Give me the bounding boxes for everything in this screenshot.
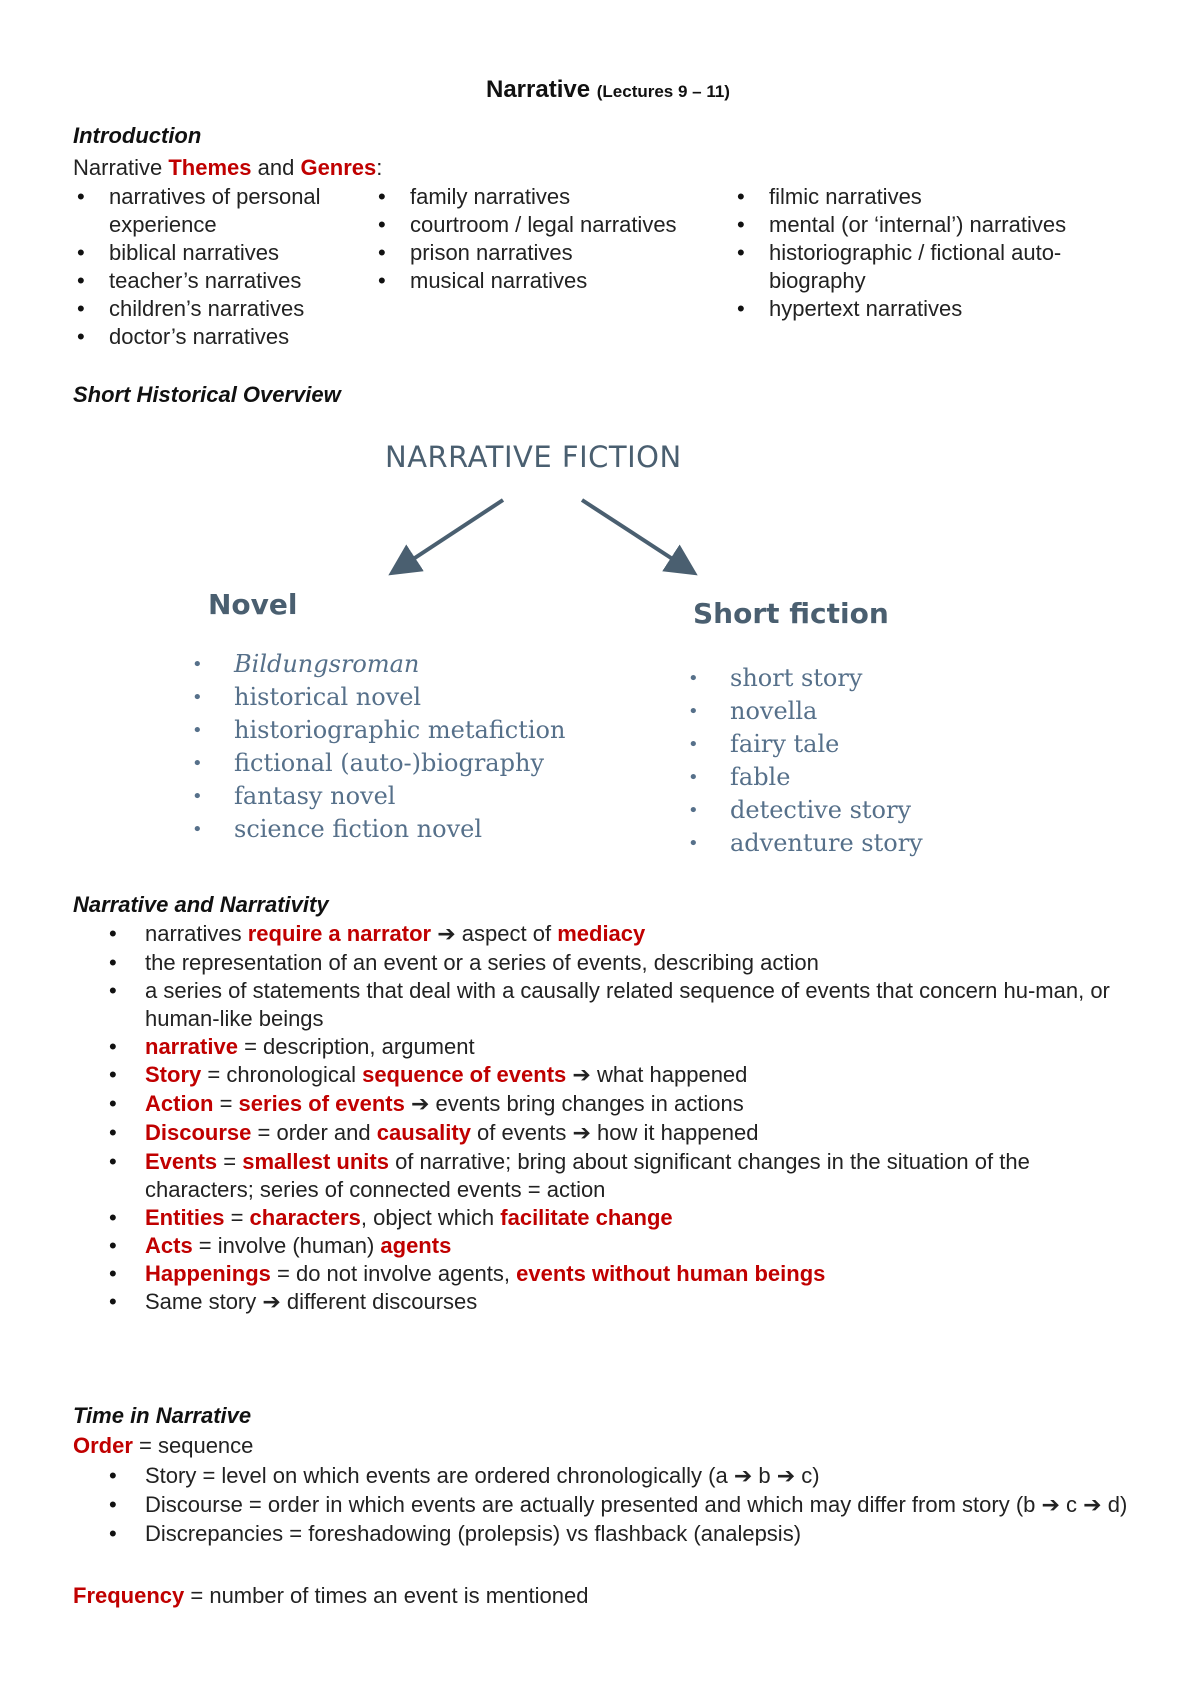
- list-item: • fairy tale: [686, 728, 923, 761]
- item-text: d): [1101, 1492, 1128, 1517]
- arrow-icon: ➔: [1083, 1493, 1102, 1518]
- order-line: [73, 1432, 253, 1460]
- list-item: [73, 1033, 1143, 1061]
- item-text: = description, argument: [237, 1034, 475, 1059]
- diagram-arrows: [110, 440, 960, 600]
- narrativity-heading: Narrative and Narrativity: [73, 892, 329, 917]
- item-text: = involve (human): [192, 1233, 381, 1258]
- list-item: • courtroom / legal narratives: [374, 211, 764, 239]
- item-text: Story = level on which events are ordered chronologically (a: [145, 1463, 734, 1488]
- list-item: • historical novel: [190, 681, 565, 714]
- item-text: = order and: [251, 1120, 377, 1145]
- list-item: • biblical narratives: [73, 239, 353, 267]
- themes-line-prefix: Narrative: [73, 155, 169, 180]
- item-keyword: series of events: [238, 1091, 405, 1116]
- list-item: [73, 1119, 1143, 1148]
- item-keyword: causality: [376, 1120, 471, 1145]
- genres-list-col3: [733, 183, 1133, 323]
- arrow-icon: ➔: [572, 1063, 591, 1088]
- item-keyword: mediacy: [557, 921, 646, 946]
- item-text: = do not involve agents,: [270, 1261, 517, 1286]
- arrow-to-short-fiction: [582, 500, 691, 571]
- short-fiction-list: [686, 662, 923, 860]
- title-main: Narrative: [486, 76, 591, 103]
- narrative-fiction-diagram: [110, 440, 960, 870]
- novel-heading: Novel: [208, 588, 298, 621]
- list-item: [73, 1232, 1143, 1260]
- arrow-to-novel: [395, 500, 503, 571]
- list-item: • the representation of an event or a series of events, describing action: [73, 949, 1143, 977]
- list-item: [73, 920, 1143, 949]
- item-text: = chronological: [201, 1062, 363, 1087]
- historical-overview-heading: Short Historical Overview: [73, 382, 341, 407]
- list-item: • adventure story: [686, 827, 923, 860]
- list-item: • fictional (auto-)biography: [190, 747, 565, 780]
- list-item: [73, 1061, 1143, 1090]
- arrow-icon: ➔: [733, 1464, 753, 1489]
- item-text: what happened: [590, 1062, 748, 1087]
- order-text: = sequence: [132, 1433, 254, 1458]
- item-text: different discourses: [280, 1289, 478, 1314]
- list-item: • fantasy novel: [190, 780, 565, 813]
- item-text: c: [1059, 1492, 1084, 1517]
- arrow-icon: ➔: [437, 922, 456, 947]
- item-text: of narrative; bring about significant changes in the situation of the characters; series of connected events = action: [145, 1149, 1030, 1202]
- item-keyword: Acts: [145, 1233, 193, 1258]
- arrow-icon: ➔: [262, 1290, 281, 1315]
- item-keyword: Story: [145, 1062, 202, 1087]
- themes-keyword: Themes: [168, 155, 252, 180]
- time-list: [73, 1462, 1143, 1548]
- list-item: • prison narratives: [374, 239, 764, 267]
- arrow-icon: ➔: [410, 1092, 430, 1117]
- item-keyword: Events: [145, 1149, 218, 1174]
- item-keyword: narrative: [145, 1034, 238, 1059]
- item-text: c): [795, 1463, 820, 1488]
- list-item: [73, 1462, 1143, 1491]
- item-keyword: characters: [249, 1205, 361, 1230]
- item-keyword: require a narrator: [247, 921, 432, 946]
- colon-text: :: [376, 155, 383, 180]
- item-text: Discourse = order in which events are actually presented and which may differ from story (b: [145, 1492, 1042, 1517]
- item-keyword: Happenings: [145, 1261, 271, 1286]
- frequency-keyword: Frequency: [73, 1583, 185, 1608]
- diagram-title: NARRATIVE FICTION: [385, 440, 682, 474]
- item-keyword: Entities: [145, 1205, 225, 1230]
- arrow-icon: ➔: [1041, 1493, 1060, 1518]
- arrow-icon: ➔: [572, 1121, 591, 1146]
- item-text: how it happened: [590, 1120, 759, 1145]
- themes-genres-line: [73, 154, 382, 182]
- introduction-heading: Introduction: [73, 123, 202, 148]
- item-keyword: agents: [380, 1233, 452, 1258]
- list-item: • children’s narratives: [73, 295, 353, 323]
- genres-keyword: Genres: [300, 155, 377, 180]
- list-item: • novella: [686, 695, 923, 728]
- list-item: • musical narratives: [374, 267, 764, 295]
- list-item: [73, 1204, 1143, 1232]
- item-text: b: [752, 1463, 777, 1488]
- list-item: • filmic narratives: [733, 183, 1133, 211]
- arrow-icon: ➔: [776, 1464, 796, 1489]
- item-text: , object which: [360, 1205, 501, 1230]
- title-subtitle: (Lectures 9 – 11): [596, 82, 730, 101]
- item-text: =: [213, 1091, 239, 1116]
- genres-list-col2: [374, 183, 764, 295]
- list-item: • mental (or ‘internal’) narratives: [733, 211, 1133, 239]
- item-text: =: [224, 1205, 250, 1230]
- novel-list: [190, 648, 565, 846]
- and-text: and: [251, 155, 301, 180]
- item-keyword: Discourse: [145, 1120, 252, 1145]
- list-item: [73, 1491, 1143, 1520]
- list-item: • Discrepancies = foreshadowing (prolepsis) vs flashback (analepsis): [73, 1520, 1143, 1548]
- list-item: • historiographic metafiction: [190, 714, 565, 747]
- item-keyword: smallest units: [242, 1149, 389, 1174]
- item-text: aspect of: [455, 921, 558, 946]
- list-item: [73, 1288, 1143, 1317]
- list-item: • hypertext narratives: [733, 295, 1133, 323]
- list-item: • fable: [686, 761, 923, 794]
- list-item: [73, 1090, 1143, 1119]
- list-item: • detective story: [686, 794, 923, 827]
- item-keyword: Action: [145, 1091, 214, 1116]
- list-item: • historiographic / fictional auto-biography: [733, 239, 1133, 295]
- short-fiction-heading: Short fiction: [693, 597, 889, 630]
- order-keyword: Order: [73, 1433, 133, 1458]
- list-item: • family narratives: [374, 183, 764, 211]
- frequency-text: = number of times an event is mentioned: [184, 1583, 589, 1608]
- list-item: • narratives of personal experience: [73, 183, 353, 239]
- item-keyword: sequence of events: [362, 1062, 567, 1087]
- narrativity-list: [73, 920, 1143, 1317]
- item-keyword: events without human beings: [516, 1261, 826, 1286]
- item-text: events bring changes in actions: [429, 1091, 744, 1116]
- time-heading: Time in Narrative: [73, 1403, 252, 1428]
- genres-list-col1: [73, 183, 353, 351]
- list-item: • science fiction novel: [190, 813, 565, 846]
- list-item: • Bildungsroman: [190, 648, 565, 681]
- frequency-line: [73, 1582, 588, 1610]
- item-text: of events: [470, 1120, 573, 1145]
- page-title: [73, 76, 1143, 104]
- list-item: • teacher’s narratives: [73, 267, 353, 295]
- list-item: • doctor’s narratives: [73, 323, 353, 351]
- item-keyword: facilitate change: [500, 1205, 673, 1230]
- item-text: =: [217, 1149, 243, 1174]
- list-item: [73, 1260, 1143, 1288]
- list-item: • short story: [686, 662, 923, 695]
- list-item: [73, 1148, 1143, 1204]
- list-item: • a series of statements that deal with a causally related sequence of events that concern hu-man, or human-like beings: [73, 977, 1143, 1033]
- item-text: Same story: [145, 1289, 263, 1314]
- item-text: narratives: [145, 921, 248, 946]
